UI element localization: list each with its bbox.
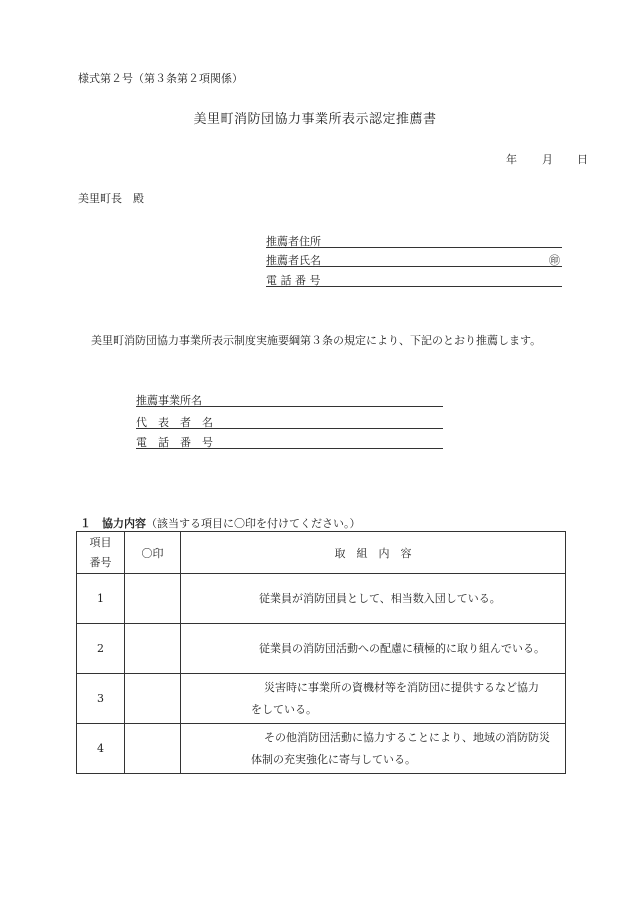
row-content-line1: その他消防団活動に協力することにより、地域の消防防災 (264, 730, 550, 744)
row-content (181, 624, 566, 674)
row-content (181, 574, 566, 624)
table-row (77, 574, 566, 624)
table-row (77, 724, 566, 774)
header-item-number-line2: 番号 (89, 555, 112, 569)
business-phone-line[interactable] (136, 448, 443, 449)
table-row (77, 674, 566, 724)
header-item-number (77, 532, 125, 574)
header-item-number-line1: 項目 (89, 535, 112, 549)
seal-mark: ㊞ (549, 254, 560, 267)
header-mark: 〇印 (125, 532, 181, 574)
row-content-line2: をしている。 (251, 702, 317, 716)
mark-cell[interactable] (125, 724, 181, 774)
business-name-line[interactable] (136, 406, 443, 407)
form-number: 様式第２号（第３条第２項関係） (78, 72, 243, 85)
business-name-label: 推薦事業所名 (136, 394, 202, 407)
body-text: 美里町消防団協力事業所表示制度実施要綱第３条の規定により、下記のとおり推薦します。 (91, 334, 542, 347)
addressee: 美里町長 殿 (78, 192, 144, 205)
recommender-phone-label: 電 話 番 号 (266, 274, 321, 287)
section-1-title: １ 協力内容 (80, 517, 146, 530)
row-content (181, 674, 566, 724)
table-row (77, 624, 566, 674)
recommender-address-line[interactable] (266, 247, 562, 248)
row-number: 1 (77, 574, 125, 624)
recommender-address-label: 推薦者住所 (266, 235, 321, 248)
recommender-phone-line[interactable] (266, 286, 562, 287)
row-number: 2 (77, 624, 125, 674)
section-1-heading (80, 515, 361, 531)
document-title: 美里町消防団協力事業所表示認定推薦書 (193, 112, 437, 127)
row-content (181, 724, 566, 774)
section-1-note: （該当する項目に〇印を付けてください。） (146, 517, 361, 530)
date-month-label: 月 (542, 153, 553, 166)
business-rep-label: 代 表 者 名 (136, 416, 213, 429)
date-day-label: 日 (577, 153, 588, 166)
mark-cell[interactable] (125, 624, 181, 674)
row-number: 3 (77, 674, 125, 724)
mark-cell[interactable] (125, 674, 181, 724)
row-number: 4 (77, 724, 125, 774)
row-content-line1: 災害時に事業所の資機材等を消防団に提供するなど協力 (264, 680, 539, 694)
date-year-label: 年 (506, 153, 517, 166)
header-content: 取 組 内 容 (181, 532, 566, 574)
mark-cell[interactable] (125, 574, 181, 624)
table-header-row (77, 532, 566, 574)
row-content-line1: 従業員が消防団員として、相当数入団している。 (259, 591, 501, 605)
cooperation-table (76, 531, 566, 774)
business-phone-label: 電 話 番 号 (136, 436, 213, 449)
recommender-name-label: 推薦者氏名 (266, 254, 321, 267)
recommender-name-line[interactable] (266, 266, 562, 267)
row-content-line1: 従業員の消防団活動への配慮に積極的に取り組んでいる。 (259, 641, 545, 655)
business-rep-line[interactable] (136, 428, 443, 429)
row-content-line2: 体制の充実強化に寄与している。 (251, 752, 416, 766)
